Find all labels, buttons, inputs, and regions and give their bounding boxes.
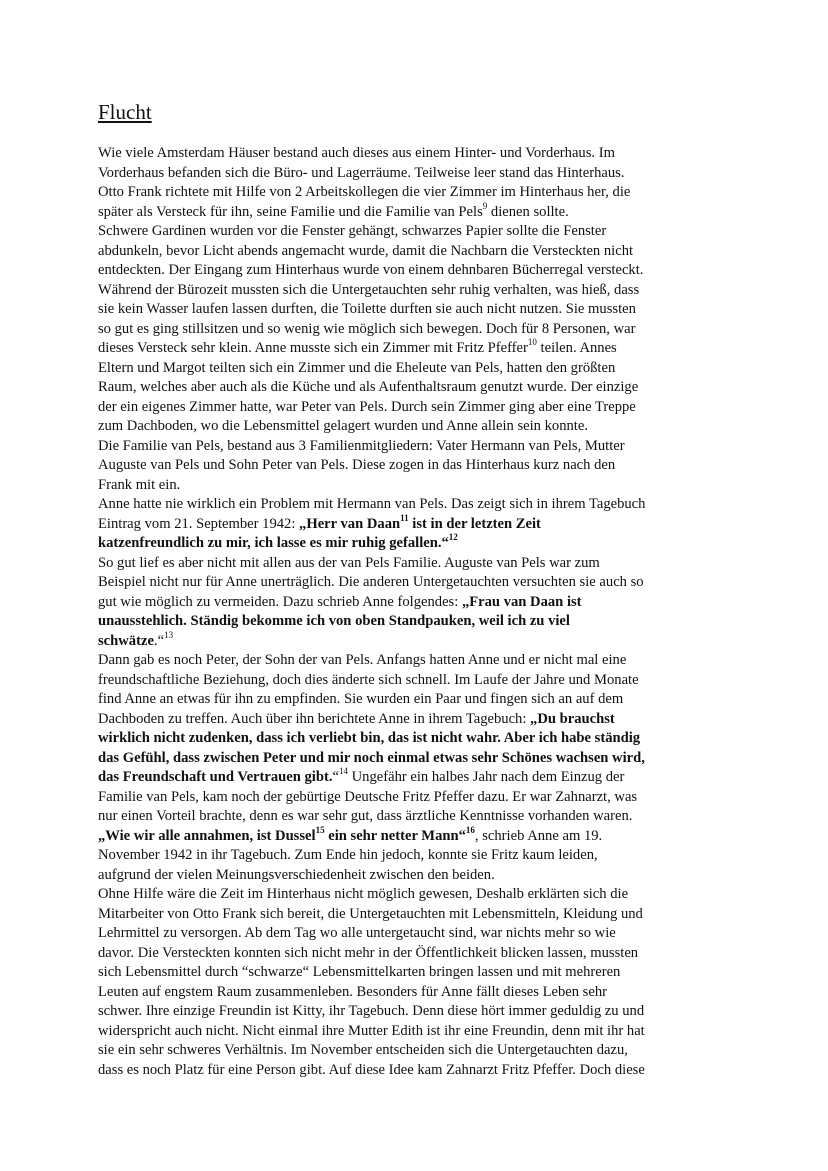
- text-run: .“: [153, 632, 165, 649]
- text-line: [98, 690, 738, 710]
- text-run: Eintrag vom 21. September 1942:: [98, 515, 300, 532]
- quote-text: „Du brauchst: [530, 710, 615, 727]
- quote-text: unausstehlich. Ständig bekomme ich von oben Standpauken, weil ich zu viel: [98, 613, 570, 629]
- text-run: Auguste van Pels und Sohn Peter van Pels. Diese zogen in das Hinterhaus kurz nach den: [98, 457, 616, 473]
- text-line: [98, 1002, 738, 1022]
- text-run: später als Versteck für ihn, seine Familie und die Familie van Pels: [98, 203, 483, 220]
- quote-text: „Wie wir alle annahmen, ist Dussel: [98, 827, 316, 844]
- text-line: [98, 866, 738, 886]
- text-line: [98, 749, 738, 769]
- quote-text: ein sehr netter Mann“: [324, 827, 466, 844]
- text-line: [98, 824, 738, 847]
- text-run: Die Familie van Pels, bestand aus 3 Familienmitgliedern: Vater Hermann van Pels, Mutter: [98, 437, 625, 454]
- text-line: [98, 729, 738, 749]
- text-line: [98, 905, 738, 925]
- text-run: abdunkeln, bevor Licht abends angemacht wurde, damit die Nachbarn die Versteckten nicht: [98, 242, 634, 259]
- footnote-marker: 16: [465, 824, 475, 835]
- text-line: [98, 710, 738, 730]
- footnote-marker: 10: [527, 337, 537, 348]
- text-line: [98, 512, 738, 535]
- text-run: widerspricht auch nicht. Nicht einmal ihre Mutter Edith ist ihr eine Freundin, denn mit ihr hat: [98, 1022, 645, 1039]
- quote-text: das Freundschaft und Vertrauen gibt.: [98, 769, 333, 785]
- text-run: dienen sollte.: [487, 203, 569, 220]
- text-line: [98, 554, 738, 574]
- text-line: [98, 807, 738, 827]
- text-line: [98, 573, 738, 593]
- text-line: [98, 944, 738, 964]
- text-line: [98, 495, 738, 515]
- text-run: Ohne Hilfe wäre die Zeit im Hinterhaus nicht möglich gewesen, Deshalb erklärten sich die: [98, 886, 629, 902]
- text-line: [98, 612, 738, 632]
- text-line: [98, 924, 738, 944]
- text-line: [98, 144, 738, 164]
- text-line: [98, 398, 738, 418]
- text-run: Lehrmittel zu versorgen. Ab dem Tag wo alle untergetaucht sind, war nichts mehr so wie: [98, 925, 616, 941]
- text-run: Otto Frank richtete mit Hilfe von 2 Arbeitskollegen die vier Zimmer im Hinterhaus her, die: [98, 184, 631, 200]
- text-line: [98, 1022, 738, 1042]
- text-run: gut wie möglich zu vermeiden. Dazu schrieb Anne folgendes:: [98, 593, 462, 610]
- quote-text: das Gefühl, dass zwischen Peter und mir noch einmal etwas sehr Schönes wachsen wird,: [98, 749, 645, 766]
- text-line: [98, 320, 738, 340]
- quote-text: schwätze: [98, 632, 154, 649]
- text-line: [98, 671, 738, 691]
- text-line: [98, 963, 738, 983]
- text-run: sich Lebensmittel durch “schwarze“ Lebensmittelkarten bringen lassen und mit mehreren: [98, 964, 621, 980]
- footnote-marker: 11: [400, 512, 409, 523]
- footnote-marker: 14: [338, 766, 348, 777]
- text-line: [98, 1041, 738, 1061]
- text-run: davor. Die Versteckten konnten sich nicht mehr in der Öffentlichkeit blicken lassen, mussten: [98, 944, 639, 961]
- text-run: sie kein Wasser laufen lassen durften, die Toilette durften sie auch nicht nutzen. Sie mussten: [98, 301, 636, 317]
- text-line: [98, 200, 738, 223]
- footnote-marker: 12: [448, 532, 458, 543]
- text-run: Raum, welches aber auch als die Küche und als Aufenthaltsraum genutzt wurde. Der einzige: [98, 379, 639, 395]
- text-run: teilen. Annes: [536, 340, 617, 356]
- quote-text: katzenfreundlich zu mir, ich lasse es mir ruhig gefallen.“: [98, 535, 449, 551]
- quote-text: wirklich nicht zudenken, dass ich verliebt bin, das ist nicht wahr. Aber ich habe ständig: [98, 730, 641, 746]
- text-run: dass es noch Platz für eine Person gibt. Auf diese Idee kam Zahnarzt Fritz Pfeffer. Doch diese: [98, 1061, 645, 1078]
- quote-text: „Herr van Daan: [299, 515, 401, 532]
- text-run: Schwere Gardinen wurden vor die Fenster gehängt, schwarzes Papier sollte die Fenster: [98, 223, 607, 239]
- text-line: [98, 1061, 738, 1081]
- text-line: [98, 456, 738, 476]
- text-run: dieses Versteck sehr klein. Anne musste sich ein Zimmer mit Fritz Pfeffer: [98, 340, 528, 356]
- text-run: nur einen Vorteil brachte, denn es war sehr gut, dass ärztliche Kenntnisse vorhanden waren.: [98, 808, 633, 824]
- text-run: find Anne an etwas für ihn zu empfinden. Sie wurden ein Paar und fingen sich an auf dem: [98, 691, 624, 707]
- page-title: Flucht: [98, 100, 152, 124]
- text-line: [98, 476, 738, 496]
- text-run: Dachboden zu treffen. Auch über ihn berichtete Anne in ihrem Tagebuch:: [98, 710, 531, 727]
- text-run: Eltern und Margot teilten sich ein Zimmer und die Eheleute van Pels, hatten den größten: [98, 359, 616, 376]
- text-line: [98, 846, 738, 866]
- quote-text: ist in der letzten Zeit: [408, 515, 541, 532]
- footnote-marker: 13: [164, 629, 174, 640]
- text-run: Ungefähr ein halbes Jahr nach dem Einzug der: [347, 769, 625, 785]
- text-run: , schrieb Anne am 19.: [474, 827, 603, 844]
- text-run: schwer. Ihre einzige Freundin ist Kitty, ihr Tagebuch. Denn diese hört immer geduldig zu und: [98, 1003, 645, 1019]
- footnote-marker: 15: [315, 824, 325, 835]
- text-line: [98, 417, 738, 437]
- text-run: Familie van Pels, kam noch der gebürtige Deutsche Fritz Pfeffer dazu. Er war Zahnarzt, was: [98, 788, 638, 805]
- text-line: [98, 378, 738, 398]
- text-line: [98, 281, 738, 301]
- text-line: [98, 222, 738, 242]
- text-run: Dann gab es noch Peter, der Sohn der van Pels. Anfangs hatten Anne und er nicht mal eine: [98, 652, 627, 668]
- text-run: “: [332, 769, 339, 785]
- text-line: [98, 885, 738, 905]
- text-run: Mitarbeiter von Otto Frank sich bereit, die Untergetauchten mit Lebensmitteln, Kleidung und: [98, 905, 643, 922]
- text-run: November 1942 in ihr Tagebuch. Zum Ende hin jedoch, konnte sie Fritz kaum leiden,: [98, 847, 598, 863]
- text-run: Wie viele Amsterdam Häuser bestand auch dieses aus einem Hinter- und Vorderhaus. Im: [98, 145, 615, 161]
- text-run: Vorderhaus befanden sich die Büro- und Lagerräume. Teilweise leer stand das Hinterhaus.: [98, 164, 625, 181]
- text-run: Frank mit ein.: [98, 476, 181, 493]
- footnote-marker: 9: [482, 200, 488, 211]
- quote-text: „Frau van Daan ist: [461, 593, 582, 610]
- text-line: [98, 339, 738, 359]
- text-line: [98, 534, 738, 554]
- text-line: [98, 788, 738, 808]
- text-line: [98, 593, 738, 613]
- text-run: Beispiel nicht nur für Anne unerträglich. Die anderen Untergetauchten versuchten sie auch so: [98, 574, 644, 590]
- text-run: so gut es ging stillsitzen und so wenig wie möglich sich bewegen. Doch für 8 Personen, war: [98, 320, 636, 337]
- text-run: aufgrund der vielen Meinungsverschiedenheit zwischen den beiden.: [98, 866, 495, 883]
- text-run: der ein eigenes Zimmer hatte, war Peter van Pels. Durch sein Zimmer ging aber eine Treppe: [98, 398, 636, 415]
- text-line: [98, 983, 738, 1003]
- text-run: Während der Bürozeit mussten sich die Untergetauchten sehr ruhig verhalten, was hieß, dass: [98, 281, 640, 298]
- text-run: entdeckten. Der Eingang zum Hinterhaus wurde von einem dehnbaren Bücherregal versteckt.: [98, 262, 644, 278]
- text-line: [98, 261, 738, 281]
- text-run: Leuten auf engstem Raum zusammenleben. Besonders für Anne fällt dieses Leben sehr: [98, 983, 607, 1000]
- text-run: sie ein sehr schweres Verhältnis. Im November entscheiden sich die Untergetauchten dazu,: [98, 1042, 628, 1058]
- text-run: freundschaftliche Beziehung, doch dies änderte sich schnell. Im Laufe der Jahre und Monate: [98, 671, 639, 688]
- text-line: [98, 242, 738, 262]
- body-text: [98, 144, 738, 1080]
- text-run: zum Dachboden, wo die Lebensmittel gelagert wurden und Anne allein sein konnte.: [98, 418, 588, 434]
- text-line: [98, 359, 738, 379]
- text-line: [98, 300, 738, 320]
- text-line: [98, 437, 738, 457]
- text-line: [98, 768, 738, 788]
- text-line: [98, 164, 738, 184]
- text-line: [98, 629, 738, 652]
- text-run: So gut lief es aber nicht mit allen aus der van Pels Familie. Auguste van Pels war zum: [98, 554, 600, 571]
- text-line: [98, 651, 738, 671]
- text-line: [98, 183, 738, 203]
- text-run: Anne hatte nie wirklich ein Problem mit Hermann van Pels. Das zeigt sich in ihrem Tagebuch: [98, 496, 646, 512]
